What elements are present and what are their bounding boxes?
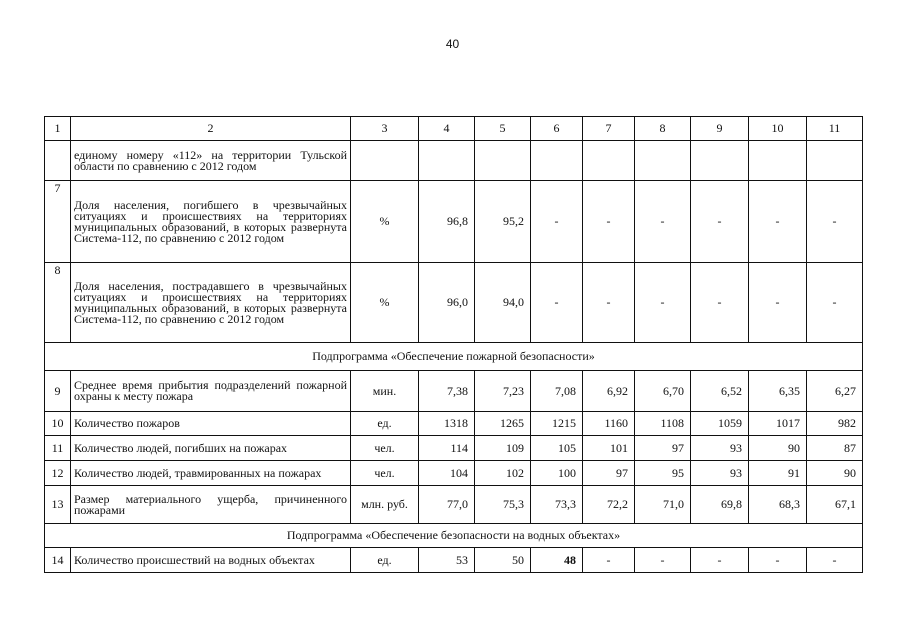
value-cell: 73,3 — [531, 486, 583, 524]
value-cell: 1160 — [583, 412, 635, 436]
subprogram-row — [45, 524, 863, 548]
value-cell — [419, 141, 475, 181]
value-cell: 6,27 — [807, 371, 863, 412]
value-cell: 109 — [475, 436, 531, 461]
value-cell: 53 — [419, 548, 475, 573]
indicator-name: Количество людей, травмированных на пожарах — [71, 461, 351, 486]
value-cell: 93 — [691, 436, 749, 461]
table-row — [45, 181, 863, 263]
row-number: 14 — [45, 548, 71, 573]
value-cell: 1017 — [749, 412, 807, 436]
column-number-row — [45, 117, 863, 141]
value-cell: - — [691, 181, 749, 263]
unit-cell: % — [351, 181, 419, 263]
value-cell: 94,0 — [475, 263, 531, 343]
indicator-name: Размер материального ущерба, причиненного пожарами — [71, 486, 351, 524]
value-cell: 101 — [583, 436, 635, 461]
column-number: 1 — [45, 117, 71, 141]
column-number: 8 — [635, 117, 691, 141]
row-number: 7 — [45, 181, 71, 263]
value-cell: 7,08 — [531, 371, 583, 412]
table-row — [45, 412, 863, 436]
value-cell: 95,2 — [475, 181, 531, 263]
value-cell: 96,0 — [419, 263, 475, 343]
row-number: 12 — [45, 461, 71, 486]
value-cell — [635, 141, 691, 181]
unit-cell: млн. руб. — [351, 486, 419, 524]
indicator-name: Среднее время прибытия подразделений пожарной охраны к месту пожара — [71, 371, 351, 412]
column-number: 6 — [531, 117, 583, 141]
value-cell: 68,3 — [749, 486, 807, 524]
value-cell: 6,92 — [583, 371, 635, 412]
unit-cell: мин. — [351, 371, 419, 412]
table-row — [45, 436, 863, 461]
value-cell: 1059 — [691, 412, 749, 436]
value-cell: - — [635, 548, 691, 573]
value-cell: 7,23 — [475, 371, 531, 412]
column-number: 11 — [807, 117, 863, 141]
value-cell: 67,1 — [807, 486, 863, 524]
value-cell: 93 — [691, 461, 749, 486]
value-cell: 1265 — [475, 412, 531, 436]
value-cell: - — [635, 181, 691, 263]
row-number-cell — [45, 141, 71, 181]
value-cell: 77,0 — [419, 486, 475, 524]
value-cell: 7,38 — [419, 371, 475, 412]
indicators-table — [44, 116, 863, 573]
column-number: 3 — [351, 117, 419, 141]
column-number: 5 — [475, 117, 531, 141]
value-cell: 48 — [531, 548, 583, 573]
value-cell — [475, 141, 531, 181]
value-cell: 6,52 — [691, 371, 749, 412]
value-cell: 105 — [531, 436, 583, 461]
value-cell: 6,35 — [749, 371, 807, 412]
row-number: 8 — [45, 263, 71, 343]
value-cell: - — [807, 181, 863, 263]
value-cell: 90 — [749, 436, 807, 461]
value-cell: - — [531, 263, 583, 343]
table-row — [45, 486, 863, 524]
row-number: 9 — [45, 371, 71, 412]
column-number: 4 — [419, 117, 475, 141]
unit-cell: чел. — [351, 436, 419, 461]
value-cell: - — [583, 548, 635, 573]
value-cell — [583, 141, 635, 181]
value-cell: - — [691, 548, 749, 573]
value-cell: - — [583, 263, 635, 343]
value-cell: 96,8 — [419, 181, 475, 263]
indicator-name: Количество людей, погибших на пожарах — [71, 436, 351, 461]
value-cell: 6,70 — [635, 371, 691, 412]
unit-cell: чел. — [351, 461, 419, 486]
value-cell — [691, 141, 749, 181]
column-number: 9 — [691, 117, 749, 141]
table-row — [45, 548, 863, 573]
unit-cell: % — [351, 263, 419, 343]
value-cell: 95 — [635, 461, 691, 486]
column-number: 7 — [583, 117, 635, 141]
value-cell — [807, 141, 863, 181]
row-number: 13 — [45, 486, 71, 524]
value-cell: 69,8 — [691, 486, 749, 524]
value-cell: 71,0 — [635, 486, 691, 524]
value-cell: 1108 — [635, 412, 691, 436]
value-cell: - — [807, 263, 863, 343]
value-cell: - — [749, 263, 807, 343]
unit-cell: ед. — [351, 412, 419, 436]
value-cell: 100 — [531, 461, 583, 486]
indicator-name: Доля населения, пострадавшего в чрезвычайных ситуациях и происшествиях на территориях муниципальных образований, в которых развернута Система-112, по сравнению с 2012 годом — [71, 263, 351, 343]
value-cell: 982 — [807, 412, 863, 436]
value-cell: 50 — [475, 548, 531, 573]
value-cell: - — [691, 263, 749, 343]
subprogram-title: Подпрограмма «Обеспечение пожарной безопасности» — [45, 343, 863, 371]
value-cell: 72,2 — [583, 486, 635, 524]
value-cell: 1318 — [419, 412, 475, 436]
value-cell: - — [583, 181, 635, 263]
indicator-name: Количество пожаров — [71, 412, 351, 436]
indicator-name: Доля населения, погибшего в чрезвычайных ситуациях и происшествиях на территориях муниципальных образований, в которых развернута Система-112, по сравнению с 2012 годом — [71, 181, 351, 263]
column-number: 10 — [749, 117, 807, 141]
row-number: 10 — [45, 412, 71, 436]
indicator-name: единому номеру «112» на территории Тульской области по сравнению с 2012 годом — [71, 141, 351, 181]
subprogram-title: Подпрограмма «Обеспечение безопасности на водных объектах» — [45, 524, 863, 548]
table-row — [45, 461, 863, 486]
page-number: 40 — [445, 37, 460, 51]
row-number: 11 — [45, 436, 71, 461]
value-cell: 87 — [807, 436, 863, 461]
value-cell: 114 — [419, 436, 475, 461]
subprogram-row — [45, 343, 863, 371]
value-cell: 91 — [749, 461, 807, 486]
unit-cell: ед. — [351, 548, 419, 573]
value-cell: 97 — [635, 436, 691, 461]
value-cell: 97 — [583, 461, 635, 486]
table-row — [45, 263, 863, 343]
column-number: 2 — [71, 117, 351, 141]
value-cell: 90 — [807, 461, 863, 486]
value-cell: - — [749, 181, 807, 263]
table-row — [45, 371, 863, 412]
unit-cell — [351, 141, 419, 181]
value-cell: - — [531, 181, 583, 263]
indicator-name: Количество происшествий на водных объектах — [71, 548, 351, 573]
value-cell: 75,3 — [475, 486, 531, 524]
value-cell — [531, 141, 583, 181]
value-cell: 102 — [475, 461, 531, 486]
value-cell: - — [635, 263, 691, 343]
table-row — [45, 141, 863, 181]
value-cell — [749, 141, 807, 181]
value-cell: 1215 — [531, 412, 583, 436]
value-cell: 104 — [419, 461, 475, 486]
value-cell: - — [807, 548, 863, 573]
value-cell: - — [749, 548, 807, 573]
